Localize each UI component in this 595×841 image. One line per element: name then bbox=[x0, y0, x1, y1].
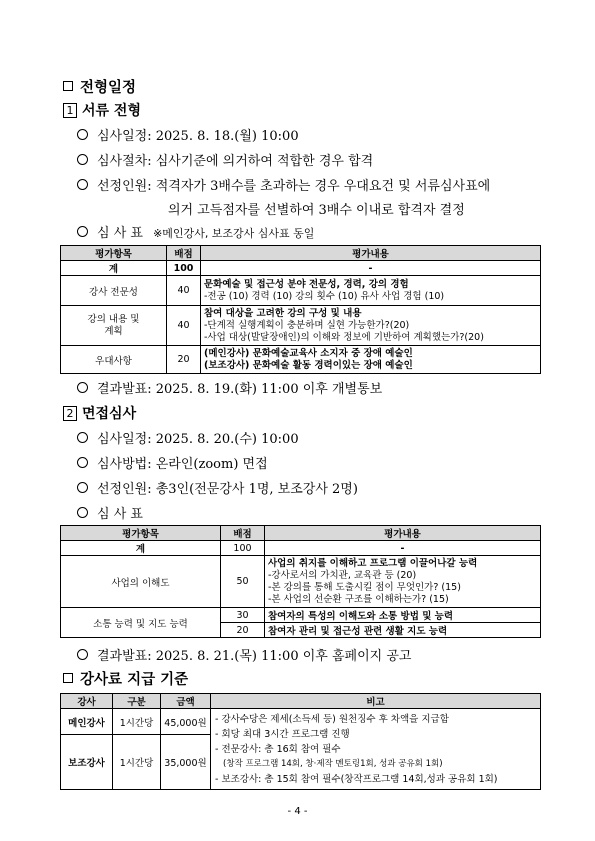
content-cell bbox=[265, 556, 541, 608]
content-cell bbox=[201, 346, 541, 374]
doc-result-item bbox=[77, 378, 382, 397]
content-title: (보조강사) 문화예술 활동 경력이있는 장애 예술인 bbox=[204, 359, 413, 371]
content-line: -본 강의를 통해 도출시킬 점이 무엇인가? (15) bbox=[268, 581, 461, 593]
document-screening-table bbox=[60, 245, 541, 374]
content-cell: 참여자 관리 및 접근성 관련 생활 지도 능력 bbox=[265, 623, 541, 638]
header-cell: 비고 bbox=[211, 694, 541, 709]
header-cell: 평가내용 bbox=[265, 526, 541, 541]
circle-bullet-icon bbox=[77, 382, 88, 393]
type-cell: 메인강사 bbox=[61, 709, 113, 735]
table-header-row bbox=[61, 526, 541, 541]
doc-sheet-note: ※메인강사, 보조강사 심사표 동일 bbox=[153, 227, 315, 240]
content-line: -강사로서의 가치관, 교육관 등 (20) bbox=[268, 569, 417, 581]
note-line: - 보조강사: 총 15회 참여 필수(창작프로그램 14회,성과 공유회 1회) bbox=[215, 773, 498, 785]
interview-result-item bbox=[77, 645, 411, 664]
interview-selection: 선정인원: 총3인(전문강사 1명, 보조강사 2명) bbox=[97, 482, 358, 497]
table-row bbox=[61, 541, 541, 556]
content-title: (메인강사) 문화예술교육사 소지자 중 장애 예술인 bbox=[204, 347, 413, 359]
table-row bbox=[61, 608, 541, 623]
header-cell: 구분 bbox=[113, 694, 161, 709]
score-cell: 40 bbox=[167, 276, 201, 306]
item-line: 강의 내용 및 bbox=[87, 313, 140, 325]
page-number: - 4 - bbox=[287, 806, 308, 817]
table-header-row bbox=[61, 694, 541, 709]
note-line: - 강사수당은 제세(소득세 등) 원천징수 후 차액을 지급함 bbox=[215, 713, 449, 725]
subsection-document-screening bbox=[63, 100, 141, 120]
table-row bbox=[61, 261, 541, 276]
subsection-interview bbox=[63, 403, 136, 423]
header-cell: 강사 bbox=[61, 694, 113, 709]
notes-cell bbox=[211, 709, 541, 790]
interview-method-item bbox=[77, 453, 268, 472]
section-heading-fee bbox=[63, 668, 188, 689]
header-cell: 배점 bbox=[221, 526, 265, 541]
doc-procedure-item bbox=[77, 150, 373, 169]
content-title: 사업의 취지를 이해하고 프로그램 이끌어나갈 능력 bbox=[268, 557, 478, 569]
interview-selection-item bbox=[77, 478, 358, 497]
header-cell: 배점 bbox=[167, 246, 201, 261]
score-cell: 20 bbox=[221, 623, 265, 638]
circle-bullet-icon bbox=[77, 457, 88, 468]
interview-date-item bbox=[77, 428, 299, 447]
content-line: -전공 (10) 경력 (10) 강의 횟수 (10) 유사 사업 경험 (10) bbox=[204, 290, 445, 302]
content-line: -본 사업의 선순환 구조를 이해하는가? (15) bbox=[268, 593, 449, 605]
table-row bbox=[61, 276, 541, 306]
doc-date: 심사일정: 2025. 8. 18.(월) 10:00 bbox=[97, 129, 299, 144]
total-score: 100 bbox=[167, 261, 201, 276]
square-bullet-icon bbox=[63, 673, 73, 683]
item-cell: 강사 전문성 bbox=[61, 276, 167, 306]
score-cell: 20 bbox=[167, 346, 201, 374]
square-bullet-icon bbox=[63, 81, 73, 91]
section-heading-schedule bbox=[63, 76, 136, 97]
subsection-title: 서류 전형 bbox=[82, 103, 141, 119]
interview-sheet-label: 심 사 표 bbox=[97, 507, 143, 522]
interview-table bbox=[60, 525, 541, 638]
circle-bullet-icon bbox=[77, 226, 88, 237]
item-cell bbox=[61, 306, 167, 346]
type-cell: 보조강사 bbox=[61, 735, 113, 790]
table-header-row bbox=[61, 246, 541, 261]
interview-result: 결과발표: 2025. 8. 21.(목) 11:00 이후 홈페이지 공고 bbox=[97, 649, 412, 664]
header-cell: 금액 bbox=[161, 694, 211, 709]
note-line: - 회당 최대 3시간 프로그램 진행 bbox=[215, 728, 350, 740]
boxed-number: 2 bbox=[63, 406, 77, 421]
amount-cell: 35,000원 bbox=[161, 735, 211, 790]
table-row bbox=[61, 346, 541, 374]
doc-selection-line1: 선정인원: 적격자가 3배수를 초과하는 경우 우대요건 및 서류심사표에 bbox=[97, 179, 491, 194]
circle-bullet-icon bbox=[77, 179, 88, 190]
fee-table bbox=[60, 693, 541, 790]
score-cell: 50 bbox=[221, 556, 265, 608]
content-title: 참여 대상을 고려한 강의 구성 및 내용 bbox=[204, 307, 362, 319]
header-cell: 평가항목 bbox=[61, 526, 221, 541]
content-cell bbox=[201, 306, 541, 346]
score-cell: 30 bbox=[221, 608, 265, 623]
subsection-title: 면접심사 bbox=[82, 406, 137, 422]
boxed-number: 1 bbox=[63, 103, 77, 118]
doc-sheet-label: 심 사 표 bbox=[97, 226, 143, 241]
content-cell bbox=[201, 276, 541, 306]
table-row bbox=[61, 306, 541, 346]
doc-date-item bbox=[77, 125, 299, 144]
circle-bullet-icon bbox=[77, 154, 88, 165]
doc-sheet-item bbox=[77, 222, 314, 241]
doc-procedure: 심사절차: 심사기준에 의거하여 적합한 경우 합격 bbox=[97, 154, 374, 169]
content-line: -단계적 실행계획이 충분하며 실현 가능한가?(20) bbox=[204, 319, 410, 331]
interview-date: 심사일정: 2025. 8. 20.(수) 10:00 bbox=[97, 432, 299, 447]
section-title: 강사료 지급 기준 bbox=[80, 672, 189, 688]
content-line: -사업 대상(발달장애인)의 이해와 정보에 기반하여 계획했는가?(20) bbox=[204, 331, 484, 343]
total-content: - bbox=[201, 261, 541, 276]
content-title: 문화예술 및 접근성 분야 전문성, 경력, 강의 경험 bbox=[204, 278, 409, 290]
circle-bullet-icon bbox=[77, 129, 88, 140]
note-line: (창작 프로그램 14회, 창·제작 멘토링1회, 성과 공유회 1회) bbox=[223, 758, 443, 769]
circle-bullet-icon bbox=[77, 649, 88, 660]
header-cell: 평가내용 bbox=[201, 246, 541, 261]
total-item: 계 bbox=[61, 541, 221, 556]
item-cell: 소통 능력 및 지도 능력 bbox=[61, 608, 221, 638]
doc-selection-line2: 의거 고득점자를 선별하여 3배수 이내로 합격자 결정 bbox=[168, 203, 465, 218]
total-score: 100 bbox=[221, 541, 265, 556]
content-cell: 참여자의 특성의 이해도와 소통 방법 및 능력 bbox=[265, 608, 541, 623]
table-row bbox=[61, 556, 541, 608]
header-cell: 평가항목 bbox=[61, 246, 167, 261]
item-cell: 사업의 이해도 bbox=[61, 556, 221, 608]
total-content: - bbox=[265, 541, 541, 556]
interview-method: 심사방법: 온라인(zoom) 면접 bbox=[97, 457, 268, 472]
doc-result: 결과발표: 2025. 8. 19.(화) 11:00 이후 개별통보 bbox=[97, 382, 383, 397]
unit-cell: 1시간당 bbox=[113, 709, 161, 735]
doc-selection-item bbox=[77, 175, 490, 194]
table-row bbox=[61, 709, 541, 735]
item-cell: 우대사항 bbox=[61, 346, 167, 374]
circle-bullet-icon bbox=[77, 432, 88, 443]
total-item: 계 bbox=[61, 261, 167, 276]
section-title: 전형일정 bbox=[80, 80, 137, 96]
item-line: 계획 bbox=[104, 325, 123, 337]
unit-cell: 1시간당 bbox=[113, 735, 161, 790]
circle-bullet-icon bbox=[77, 482, 88, 493]
note-line: - 전문강사: 총 16회 참여 필수 bbox=[215, 743, 341, 755]
interview-sheet-item bbox=[77, 503, 143, 522]
circle-bullet-icon bbox=[77, 507, 88, 518]
amount-cell: 45,000원 bbox=[161, 709, 211, 735]
score-cell: 40 bbox=[167, 306, 201, 346]
